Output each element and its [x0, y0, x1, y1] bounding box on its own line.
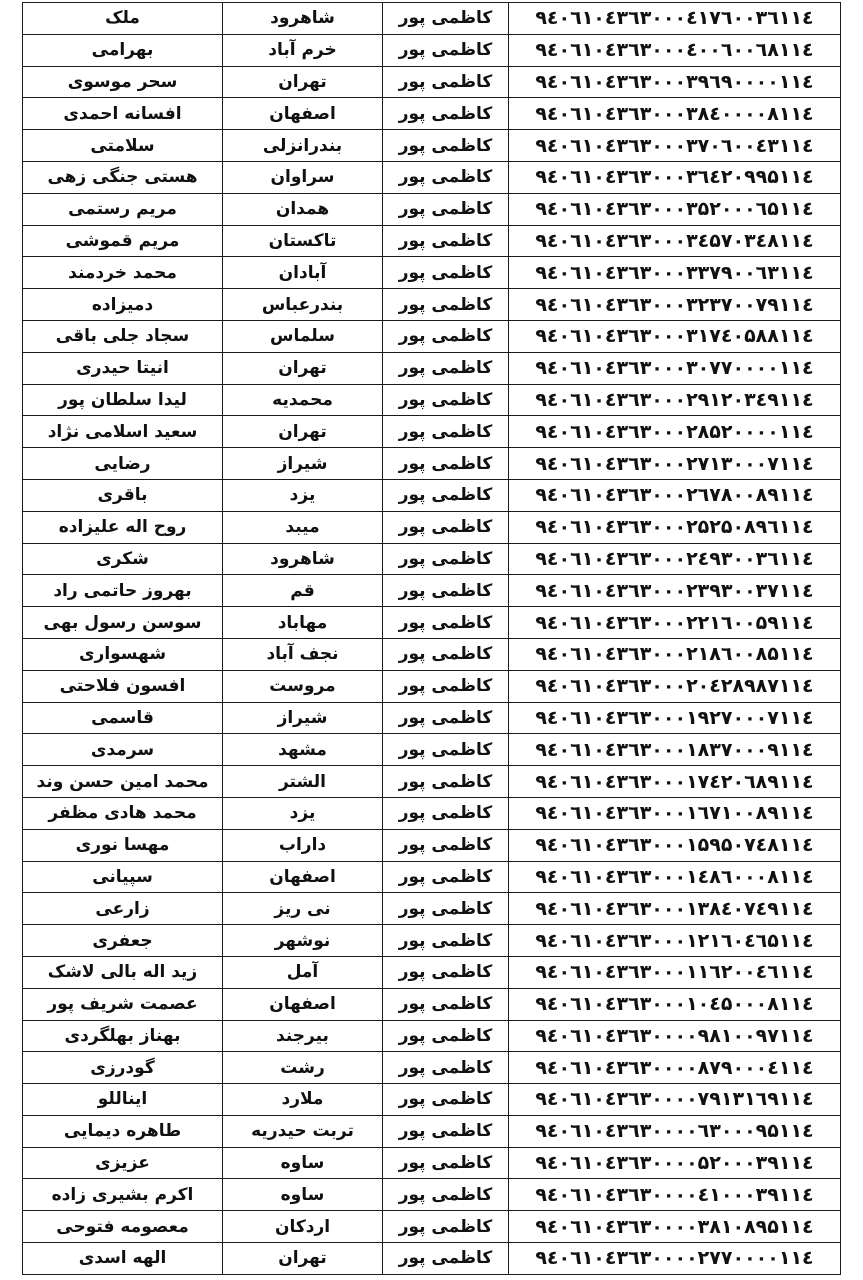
name-cell: محمد هادی مظفر [23, 797, 223, 829]
table-row [23, 797, 841, 829]
city-cell: ملارد [223, 1084, 383, 1116]
family-name-cell: کاظمی پور [383, 925, 509, 957]
city-cell: اصفهان [223, 861, 383, 893]
city-cell: سلماس [223, 320, 383, 352]
table-row [23, 479, 841, 511]
account-number-cell: ۹٤۰٦۱۰٤۳٦۳۰۰۰۱۰٤۵۰۰۰۸۱۱٤ [509, 988, 841, 1020]
payment-table [22, 2, 841, 1275]
name-cell: محمد خردمند [23, 257, 223, 289]
city-cell: تهران [223, 66, 383, 98]
city-cell: آمل [223, 956, 383, 988]
table-row [23, 734, 841, 766]
account-number-cell: ۹٤۰٦۱۰٤۳٦۳۰۰۰۲۰٤۲۸۹۸۷۱۱٤ [509, 670, 841, 702]
table-row [23, 130, 841, 162]
table-row [23, 1243, 841, 1275]
city-cell: آبادان [223, 257, 383, 289]
table-row [23, 289, 841, 321]
name-cell: زارعی [23, 893, 223, 925]
account-number-cell: ۹٤۰٦۱۰٤۳٦۳۰۰۰۰۳۸۱۰۸۹۵۱۱٤ [509, 1211, 841, 1243]
account-number-cell: ۹٤۰٦۱۰٤۳٦۳۰۰۰۲٤۹۳۰۰۳٦۱۱٤ [509, 543, 841, 575]
account-number-cell: ۹٤۰٦۱۰٤۳٦۳۰۰۰۲۱۸٦۰۰۸۵۱۱٤ [509, 638, 841, 670]
table-row [23, 1084, 841, 1116]
table-row [23, 956, 841, 988]
family-name-cell: کاظمی پور [383, 511, 509, 543]
account-number-cell: ۹٤۰٦۱۰٤۳٦۳۰۰۰۱۱٦۲۰۰٤٦۱۱٤ [509, 956, 841, 988]
family-name-cell: کاظمی پور [383, 384, 509, 416]
name-cell: گودرزی [23, 1052, 223, 1084]
name-cell: الهه اسدی [23, 1243, 223, 1275]
city-cell: اصفهان [223, 988, 383, 1020]
table-row [23, 638, 841, 670]
table-row [23, 416, 841, 448]
table-row [23, 225, 841, 257]
city-cell: اردکان [223, 1211, 383, 1243]
name-cell: سجاد جلی باقی [23, 320, 223, 352]
name-cell: مریم رستمی [23, 193, 223, 225]
city-cell: ساوه [223, 1147, 383, 1179]
account-number-cell: ۹٤۰٦۱۰٤۳٦۳۰۰۰۰۵۲۰۰۰۳۹۱۱٤ [509, 1147, 841, 1179]
account-number-cell: ۹٤۰٦۱۰٤۳٦۳۰۰۰۲۸۵۲۰۰۰۰۱۱٤ [509, 416, 841, 448]
table-row [23, 3, 841, 35]
account-number-cell: ۹٤۰٦۱۰٤۳٦۳۰۰۰۲۵۲۵۰۸۹٦۱۱٤ [509, 511, 841, 543]
name-cell: معصومه فتوحی [23, 1211, 223, 1243]
name-cell: باقری [23, 479, 223, 511]
city-cell: همدان [223, 193, 383, 225]
account-number-cell: ۹٤۰٦۱۰٤۳٦۳۰۰۰۲٦۷۸۰۰۸۹۱۱٤ [509, 479, 841, 511]
city-cell: سراوان [223, 161, 383, 193]
family-name-cell: کاظمی پور [383, 416, 509, 448]
name-cell: مریم قموشی [23, 225, 223, 257]
account-number-cell: ۹٤۰٦۱۰٤۳٦۳۰۰۰۰٤۱۰۰۰۳۹۱۱٤ [509, 1179, 841, 1211]
name-cell: شهسواری [23, 638, 223, 670]
family-name-cell: کاظمی پور [383, 861, 509, 893]
name-cell: بهناز بهلگردی [23, 1020, 223, 1052]
table-row [23, 161, 841, 193]
name-cell: اکرم بشیری زاده [23, 1179, 223, 1211]
name-cell: روح اله علیزاده [23, 511, 223, 543]
table-row [23, 670, 841, 702]
city-cell: میبد [223, 511, 383, 543]
city-cell: شیراز [223, 702, 383, 734]
family-name-cell: کاظمی پور [383, 829, 509, 861]
account-number-cell: ۹٤۰٦۱۰٤۳٦۳۰۰۰۲۹۱۲۰۳٤۹۱۱٤ [509, 384, 841, 416]
account-number-cell: ۹٤۰٦۱۰٤۳٦۳۰۰۰۳۹٦۹۰۰۰۰۱۱٤ [509, 66, 841, 98]
table-row [23, 829, 841, 861]
family-name-cell: کاظمی پور [383, 575, 509, 607]
family-name-cell: کاظمی پور [383, 479, 509, 511]
city-cell: محمدیه [223, 384, 383, 416]
city-cell: نی ریز [223, 893, 383, 925]
name-cell: بهرامی [23, 34, 223, 66]
payment-table-sheet [22, 2, 840, 1270]
city-cell: نجف آباد [223, 638, 383, 670]
name-cell: مهسا نوری [23, 829, 223, 861]
family-name-cell: کاظمی پور [383, 1115, 509, 1147]
city-cell: الشتر [223, 766, 383, 798]
family-name-cell: کاظمی پور [383, 130, 509, 162]
family-name-cell: کاظمی پور [383, 607, 509, 639]
city-cell: شاهرود [223, 3, 383, 35]
city-cell: مشهد [223, 734, 383, 766]
table-row [23, 702, 841, 734]
city-cell: بندرانزلی [223, 130, 383, 162]
account-number-cell: ۹٤۰٦۱۰٤۳٦۳۰۰۰۰۲۷۷۰۰۰۰۱۱٤ [509, 1243, 841, 1275]
family-name-cell: کاظمی پور [383, 766, 509, 798]
family-name-cell: کاظمی پور [383, 893, 509, 925]
account-number-cell: ۹٤۰٦۱۰٤۳٦۳۰۰۰۱۲۱٦۰٤٦۵۱۱٤ [509, 925, 841, 957]
table-row [23, 320, 841, 352]
table-row [23, 98, 841, 130]
family-name-cell: کاظمی پور [383, 1243, 509, 1275]
table-row [23, 1020, 841, 1052]
account-number-cell: ۹٤۰٦۱۰٤۳٦۳۰۰۰۱۹۲۷۰۰۰۷۱۱٤ [509, 702, 841, 734]
account-number-cell: ۹٤۰٦۱۰٤۳٦۳۰۰۰۳۸٤۰۰۰۰۸۱۱٤ [509, 98, 841, 130]
name-cell: بهروز حاتمی راد [23, 575, 223, 607]
city-cell: یزد [223, 479, 383, 511]
account-number-cell: ۹٤۰٦۱۰٤۳٦۳۰۰۰۳٦٤۲۰۹۹۵۱۱٤ [509, 161, 841, 193]
account-number-cell: ۹٤۰٦۱۰٤۳٦۳۰۰۰۱۵۹۵۰۷٤۸۱۱٤ [509, 829, 841, 861]
table-row [23, 34, 841, 66]
table-row [23, 384, 841, 416]
table-row [23, 352, 841, 384]
family-name-cell: کاظمی پور [383, 543, 509, 575]
account-number-cell: ۹٤۰٦۱۰٤۳٦۳۰۰۰۱٤۸٦۰۰۰۸۱۱٤ [509, 861, 841, 893]
city-cell: قم [223, 575, 383, 607]
table-row [23, 257, 841, 289]
family-name-cell: کاظمی پور [383, 3, 509, 35]
city-cell: یزد [223, 797, 383, 829]
family-name-cell: کاظمی پور [383, 797, 509, 829]
city-cell: تربت حیدریه [223, 1115, 383, 1147]
city-cell: تهران [223, 352, 383, 384]
family-name-cell: کاظمی پور [383, 638, 509, 670]
name-cell: قاسمی [23, 702, 223, 734]
family-name-cell: کاظمی پور [383, 352, 509, 384]
account-number-cell: ۹٤۰٦۱۰٤۳٦۳۰۰۰۰۹۸۱۰۰۹۷۱۱٤ [509, 1020, 841, 1052]
account-number-cell: ۹٤۰٦۱۰٤۳٦۳۰۰۰۳٤۵۷۰۳٤۸۱۱٤ [509, 225, 841, 257]
table-row [23, 543, 841, 575]
table-row [23, 193, 841, 225]
table-row [23, 66, 841, 98]
table-row [23, 893, 841, 925]
account-number-cell: ۹٤۰٦۱۰٤۳٦۳۰۰۰۳۰۷۷۰۰۰۰۱۱٤ [509, 352, 841, 384]
family-name-cell: کاظمی پور [383, 1020, 509, 1052]
city-cell: مهاباد [223, 607, 383, 639]
city-cell: تهران [223, 1243, 383, 1275]
table-body [23, 3, 841, 1275]
table-row [23, 925, 841, 957]
name-cell: سلامتی [23, 130, 223, 162]
family-name-cell: کاظمی پور [383, 161, 509, 193]
name-cell: سرمدی [23, 734, 223, 766]
family-name-cell: کاظمی پور [383, 193, 509, 225]
city-cell: بندرعباس [223, 289, 383, 321]
name-cell: رضایی [23, 448, 223, 480]
name-cell: هستی جنگی زهی [23, 161, 223, 193]
table-row [23, 766, 841, 798]
table-row [23, 988, 841, 1020]
name-cell: ملک [23, 3, 223, 35]
account-number-cell: ۹٤۰٦۱۰٤۳٦۳۰۰۰۱٦۷۱۰۰۸۹۱۱٤ [509, 797, 841, 829]
account-number-cell: ۹٤۰٦۱۰٤۳٦۳۰۰۰۱۷٤۲۰٦۸۹۱۱٤ [509, 766, 841, 798]
family-name-cell: کاظمی پور [383, 98, 509, 130]
table-row [23, 1147, 841, 1179]
family-name-cell: کاظمی پور [383, 1147, 509, 1179]
family-name-cell: کاظمی پور [383, 988, 509, 1020]
family-name-cell: کاظمی پور [383, 225, 509, 257]
account-number-cell: ۹٤۰٦۱۰٤۳٦۳۰۰۰۳۱۷٤۰۵۸۸۱۱٤ [509, 320, 841, 352]
account-number-cell: ۹٤۰٦۱۰٤۳٦۳۰۰۰۳۵۲۰۰۰٦۵۱۱٤ [509, 193, 841, 225]
city-cell: شاهرود [223, 543, 383, 575]
family-name-cell: کاظمی پور [383, 1052, 509, 1084]
name-cell: سعید اسلامی نژاد [23, 416, 223, 448]
name-cell: افسانه احمدی [23, 98, 223, 130]
city-cell: ساوه [223, 1179, 383, 1211]
city-cell: تاکستان [223, 225, 383, 257]
name-cell: انیتا حیدری [23, 352, 223, 384]
city-cell: اصفهان [223, 98, 383, 130]
account-number-cell: ۹٤۰٦۱۰٤۳٦۳۰۰۰۰٦۳۰۰۰۹۵۱۱٤ [509, 1115, 841, 1147]
account-number-cell: ۹٤۰٦۱۰٤۳٦۳۰۰۰۱۸۳۷۰۰۰۹۱۱٤ [509, 734, 841, 766]
name-cell: عصمت شریف پور [23, 988, 223, 1020]
table-row [23, 1052, 841, 1084]
account-number-cell: ۹٤۰٦۱۰٤۳٦۳۰۰۰۳۲۳۷۰۰۷۹۱۱٤ [509, 289, 841, 321]
table-row [23, 511, 841, 543]
account-number-cell: ۹٤۰٦۱۰٤۳٦۳۰۰۰۰۸۷۹۰۰۰٤۱۱٤ [509, 1052, 841, 1084]
city-cell: داراب [223, 829, 383, 861]
family-name-cell: کاظمی پور [383, 1179, 509, 1211]
city-cell: تهران [223, 416, 383, 448]
table-row [23, 1211, 841, 1243]
account-number-cell: ۹٤۰٦۱۰٤۳٦۳۰۰۰۲۲۱٦۰۰۵۹۱۱٤ [509, 607, 841, 639]
name-cell: افسون فلاحتی [23, 670, 223, 702]
city-cell: بیرجند [223, 1020, 383, 1052]
family-name-cell: کاظمی پور [383, 1211, 509, 1243]
table-row [23, 861, 841, 893]
name-cell: سحر موسوی [23, 66, 223, 98]
account-number-cell: ۹٤۰٦۱۰٤۳٦۳۰۰۰۰۷۹۱۳۱٦۹۱۱٤ [509, 1084, 841, 1116]
family-name-cell: کاظمی پور [383, 956, 509, 988]
family-name-cell: کاظمی پور [383, 448, 509, 480]
family-name-cell: کاظمی پور [383, 320, 509, 352]
family-name-cell: کاظمی پور [383, 1084, 509, 1116]
name-cell: زید اله بالی لاشک [23, 956, 223, 988]
name-cell: دمیزاده [23, 289, 223, 321]
city-cell: خرم آباد [223, 34, 383, 66]
name-cell: لیدا سلطان پور [23, 384, 223, 416]
table-row [23, 1115, 841, 1147]
family-name-cell: کاظمی پور [383, 702, 509, 734]
account-number-cell: ۹٤۰٦۱۰٤۳٦۳۰۰۰۲۷۱۳۰۰۰۷۱۱٤ [509, 448, 841, 480]
account-number-cell: ۹٤۰٦۱۰٤۳٦۳۰۰۰٤۱۷٦۰۰۳٦۱۱٤ [509, 3, 841, 35]
name-cell: شکری [23, 543, 223, 575]
family-name-cell: کاظمی پور [383, 66, 509, 98]
name-cell: سپیانی [23, 861, 223, 893]
account-number-cell: ۹٤۰٦۱۰٤۳٦۳۰۰۰۳۳۷۹۰۰٦۳۱۱٤ [509, 257, 841, 289]
family-name-cell: کاظمی پور [383, 289, 509, 321]
name-cell: محمد امین حسن وند [23, 766, 223, 798]
account-number-cell: ۹٤۰٦۱۰٤۳٦۳۰۰۰۲۳۹۳۰۰۳۷۱۱٤ [509, 575, 841, 607]
city-cell: مروست [223, 670, 383, 702]
table-row [23, 1179, 841, 1211]
name-cell: سوسن رسول بهی [23, 607, 223, 639]
name-cell: طاهره دیمایی [23, 1115, 223, 1147]
family-name-cell: کاظمی پور [383, 670, 509, 702]
account-number-cell: ۹٤۰٦۱۰٤۳٦۳۰۰۰۳۷۰٦۰۰٤۳۱۱٤ [509, 130, 841, 162]
family-name-cell: کاظمی پور [383, 257, 509, 289]
name-cell: ایناللو [23, 1084, 223, 1116]
account-number-cell: ۹٤۰٦۱۰٤۳٦۳۰۰۰۱۳۸٤۰۷٤۹۱۱٤ [509, 893, 841, 925]
table-row [23, 607, 841, 639]
name-cell: عزیزی [23, 1147, 223, 1179]
city-cell: رشت [223, 1052, 383, 1084]
account-number-cell: ۹٤۰٦۱۰٤۳٦۳۰۰۰٤۰۰٦۰۰٦۸۱۱٤ [509, 34, 841, 66]
family-name-cell: کاظمی پور [383, 34, 509, 66]
city-cell: نوشهر [223, 925, 383, 957]
family-name-cell: کاظمی پور [383, 734, 509, 766]
table-row [23, 575, 841, 607]
city-cell: شیراز [223, 448, 383, 480]
name-cell: جعفری [23, 925, 223, 957]
table-row [23, 448, 841, 480]
